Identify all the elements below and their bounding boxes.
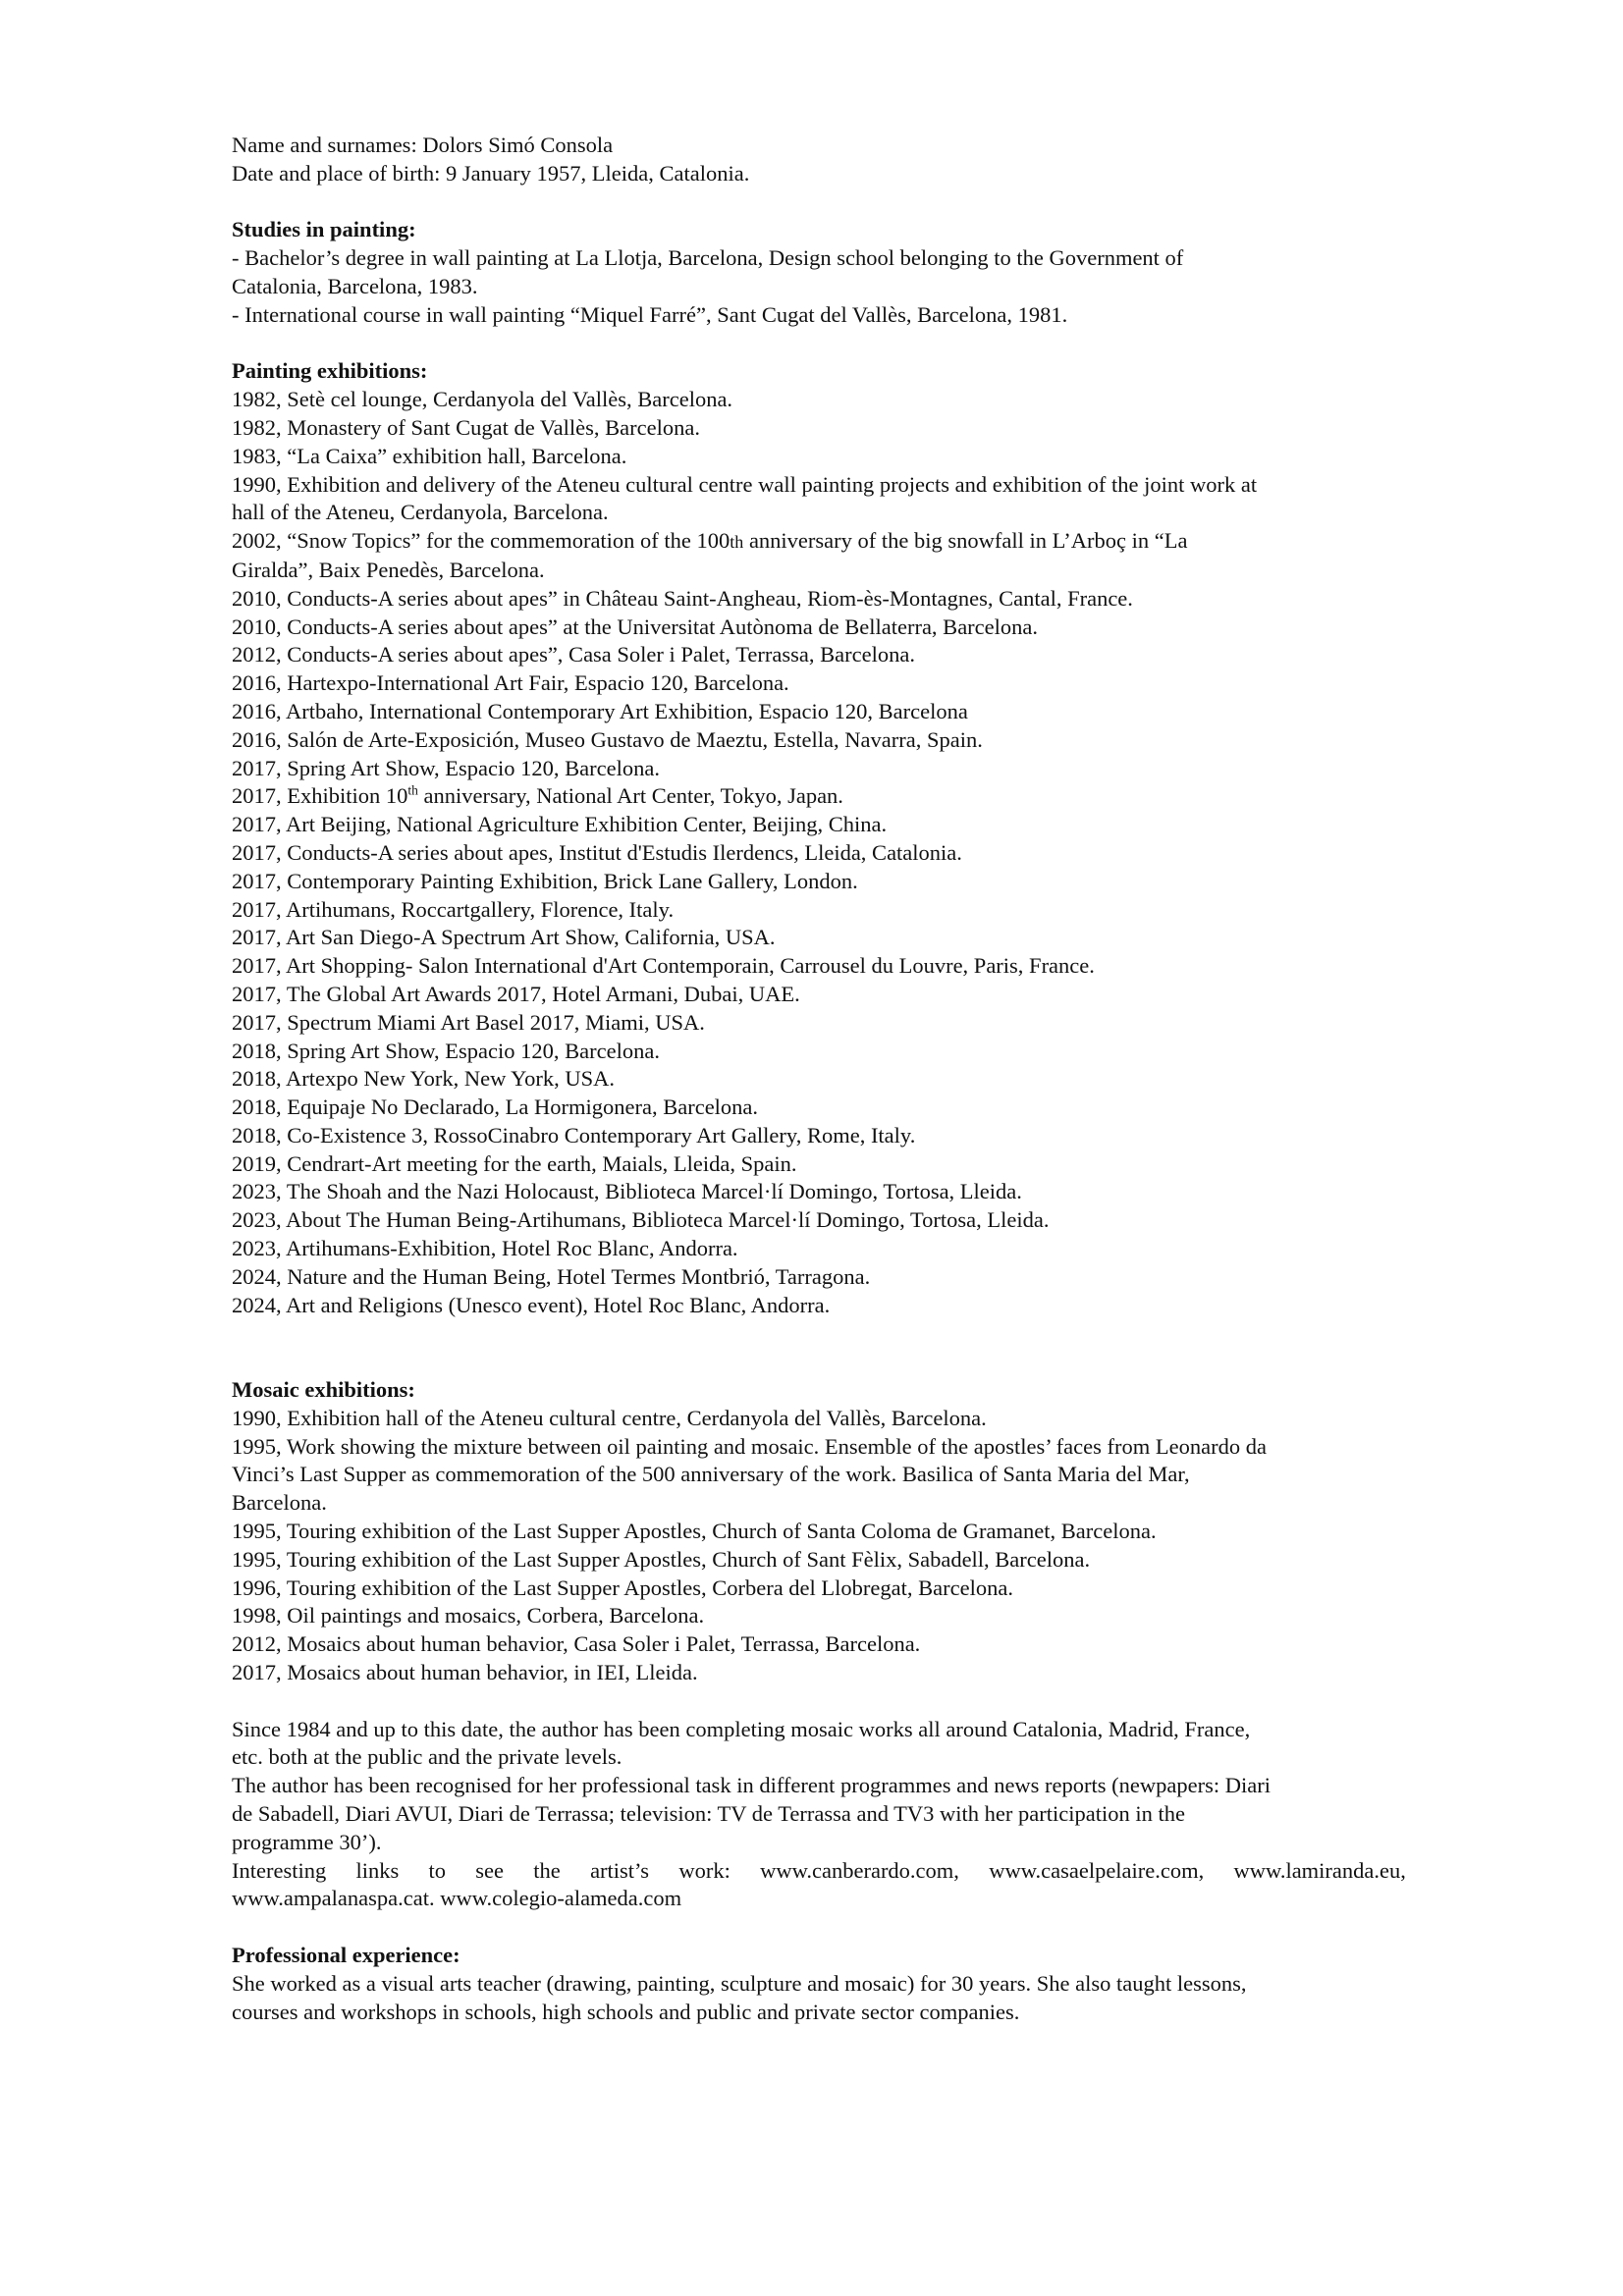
painting-section — [232, 357, 1406, 1319]
experience-line: courses and workshops in schools, high schools and public and private sector companies. — [232, 1999, 1020, 2024]
experience-section — [232, 1942, 1406, 2026]
exhibition-line: 1990, Exhibition and delivery of the Ateneu cultural centre wall painting projects and exhibition of the joint work at — [232, 471, 1258, 497]
studies-line: - International course in wall painting “Miquel Farré”, Sant Cugat del Vallès, Barcelona, 1981. — [232, 301, 1068, 327]
exhibition-line: 2018, Spring Art Show, Espacio 120, Barcelona. — [232, 1038, 660, 1063]
exhibition-line: hall of the Ateneu, Cerdanyola, Barcelona. — [232, 500, 609, 525]
notes-line: de Sabadell, Diari AVUI, Diari de Terrassa; television: TV de Terrassa and TV3 with her participation in the — [232, 1801, 1185, 1827]
link-lamiranda: www.lamiranda.eu, — [1233, 1857, 1406, 1883]
exhibition-line: 2019, Cendrart-Art meeting for the earth, Maials, Lleida, Spain. — [232, 1150, 797, 1176]
exhibition-line: 2023, About The Human Being-Artihumans, Biblioteca Marcel·lí Domingo, Tortosa, Lleida. — [232, 1207, 1050, 1233]
links-word: artist’s — [590, 1857, 650, 1883]
exhibition-line: 2017, Art Shopping- Salon International d'Art Contemporain, Carrousel du Louvre, Paris, France. — [232, 953, 1095, 979]
studies-line: Catalonia, Barcelona, 1983. — [232, 273, 478, 298]
links-word: links — [355, 1857, 400, 1883]
exhibition-line: 2023, Artihumans-Exhibition, Hotel Roc Blanc, Andorra. — [232, 1236, 738, 1261]
exhibition-line: 2016, Salón de Arte-Exposición, Museo Gustavo de Maeztu, Estella, Navarra, Spain. — [232, 726, 983, 752]
exhibition-line: 2017, Contemporary Painting Exhibition, Brick Lane Gallery, London. — [232, 868, 858, 893]
exhibition-line: 2012, Conducts-A series about apes”, Casa Soler i Palet, Terrassa, Barcelona. — [232, 642, 915, 667]
mosaic-line: 1990, Exhibition hall of the Ateneu cultural centre, Cerdanyola del Vallès, Barcelona. — [232, 1405, 987, 1430]
links-word: the — [533, 1857, 561, 1883]
mosaic-heading: Mosaic exhibitions: — [232, 1377, 415, 1403]
exhibition-line: 1982, Setè cel lounge, Cerdanyola del Vallès, Barcelona. — [232, 387, 733, 412]
mosaic-line: 1995, Touring exhibition of the Last Supper Apostles, Church of Sant Fèlix, Sabadell, Barcelona. — [232, 1546, 1091, 1572]
experience-heading: Professional experience: — [232, 1943, 460, 1967]
exhibition-line: 2017, Spectrum Miami Art Basel 2017, Miami, USA. — [232, 1009, 705, 1035]
birth-line: Date and place of birth: 9 January 1957, Lleida, Catalonia. — [232, 160, 750, 186]
exhibition-line: 2023, The Shoah and the Nazi Holocaust, Biblioteca Marcel·lí Domingo, Tortosa, Lleida. — [232, 1179, 1022, 1204]
mosaic-line: 1995, Work showing the mixture between oil painting and mosaic. Ensemble of the apostles’ faces from Leonardo da — [232, 1433, 1267, 1459]
tenth-text-a: 2017, Exhibition 10 — [232, 783, 408, 809]
exhibition-line: 2024, Nature and the Human Being, Hotel Termes Montbrió, Tarragona. — [232, 1263, 871, 1289]
links-word: see — [475, 1857, 505, 1883]
exhibition-line: 2016, Artbaho, International Contemporary Art Exhibition, Espacio 120, Barcelona — [232, 698, 968, 723]
snow-text-b: anniversary of the big snowfall in L’Arboç in “La — [743, 528, 1188, 554]
exhibition-line: 2018, Equipaje No Declarado, La Hormigonera, Barcelona. — [232, 1095, 759, 1120]
exhibition-line: 2024, Art and Religions (Unesco event), Hotel Roc Blanc, Andorra. — [232, 1292, 831, 1317]
mosaic-line: 1998, Oil paintings and mosaics, Corbera, Barcelona. — [232, 1603, 705, 1629]
mosaic-line: Barcelona. — [232, 1490, 327, 1516]
painting-heading: Painting exhibitions: — [232, 358, 428, 384]
studies-heading: Studies in painting: — [232, 217, 416, 242]
exhibition-line: 1982, Monastery of Sant Cugat de Vallès, Barcelona. — [232, 414, 700, 440]
notes-section — [232, 1716, 1406, 1914]
snow-ordinal: th — [730, 532, 744, 553]
tenth-text-b: anniversary, National Art Center, Tokyo, Japan. — [417, 783, 843, 809]
mosaic-section — [232, 1376, 1406, 1687]
exhibition-line: Giralda”, Baix Penedès, Barcelona. — [232, 557, 545, 582]
mosaic-line: 1995, Touring exhibition of the Last Supper Apostles, Church of Santa Coloma de Gramanet, Barcelona. — [232, 1519, 1157, 1544]
exhibition-line: 2018, Co-Existence 3, RossoCinabro Contemporary Art Gallery, Rome, Italy. — [232, 1122, 916, 1148]
link-canberardo: www.canberardo.com, — [760, 1857, 959, 1883]
exhibition-line: 2017, Art San Diego-A Spectrum Art Show, California, USA. — [232, 925, 776, 950]
links-word: to — [428, 1857, 447, 1883]
links-line-last: www.ampalanaspa.cat. www.colegio-alameda.com — [232, 1886, 682, 1911]
studies-section — [232, 216, 1406, 329]
links-line — [232, 1857, 1406, 1886]
exhibition-line-tenth — [232, 782, 1406, 811]
tenth-ordinal: th — [407, 782, 418, 798]
links-word: Interesting — [232, 1857, 327, 1883]
notes-line: The author has been recognised for her professional task in different programmes and news reports (newpapers: Diari — [232, 1773, 1271, 1798]
exhibition-line: 2017, Spring Art Show, Espacio 120, Barcelona. — [232, 755, 660, 780]
exhibition-line: 2017, The Global Art Awards 2017, Hotel Armani, Dubai, UAE. — [232, 981, 800, 1006]
studies-line: - Bachelor’s degree in wall painting at La Llotja, Barcelona, Design school belonging to the Government of — [232, 245, 1184, 271]
exhibition-line: 2010, Conducts-A series about apes” in Château Saint-Angheau, Riom-ès-Montagnes, Cantal, France. — [232, 585, 1133, 611]
mosaic-line: Vinci’s Last Supper as commemoration of the 500 anniversary of the work. Basilica of Santa Maria del Mar, — [232, 1462, 1190, 1487]
mosaic-line: 1996, Touring exhibition of the Last Supper Apostles, Corbera del Llobregat, Barcelona. — [232, 1575, 1013, 1600]
personal-section — [232, 132, 1406, 188]
notes-line: programme 30’). — [232, 1829, 382, 1854]
exhibition-line: 2010, Conducts-A series about apes” at the Universitat Autònoma de Bellaterra, Barcelona. — [232, 614, 1039, 639]
mosaic-line: 2017, Mosaics about human behavior, in IEI, Lleida. — [232, 1660, 698, 1685]
notes-line: etc. both at the public and the private levels. — [232, 1744, 622, 1770]
mosaic-line: 2012, Mosaics about human behavior, Casa Soler i Palet, Terrassa, Barcelona. — [232, 1631, 921, 1657]
cv-page — [232, 132, 1406, 2026]
name-line: Name and surnames: Dolors Simó Consola — [232, 133, 614, 157]
link-casaelpelaire: www.casaelpelaire.com, — [989, 1857, 1205, 1883]
exhibition-line: 2017, Art Beijing, National Agriculture Exhibition Center, Beijing, China. — [232, 812, 888, 837]
exhibition-line: 2018, Artexpo New York, New York, USA. — [232, 1066, 616, 1092]
exhibition-line: 2017, Conducts-A series about apes, Institut d'Estudis Ilerdencs, Lleida, Catalonia. — [232, 839, 962, 865]
snow-text-a: 2002, “Snow Topics” for the commemoration of the 100 — [232, 528, 730, 554]
experience-line: She worked as a visual arts teacher (drawing, painting, sculpture and mosaic) for 30 years. She also taught lessons, — [232, 1970, 1247, 1996]
exhibition-line: 2016, Hartexpo-International Art Fair, Espacio 120, Barcelona. — [232, 670, 789, 696]
notes-line: Since 1984 and up to this date, the author has been completing mosaic works all around Catalonia, Madrid, France, — [232, 1716, 1251, 1741]
links-word: work: — [678, 1857, 730, 1883]
exhibition-line: 2017, Artihumans, Roccartgallery, Florence, Italy. — [232, 896, 675, 922]
exhibition-line: 1983, “La Caixa” exhibition hall, Barcelona. — [232, 443, 627, 468]
exhibition-line-snow — [232, 527, 1406, 557]
